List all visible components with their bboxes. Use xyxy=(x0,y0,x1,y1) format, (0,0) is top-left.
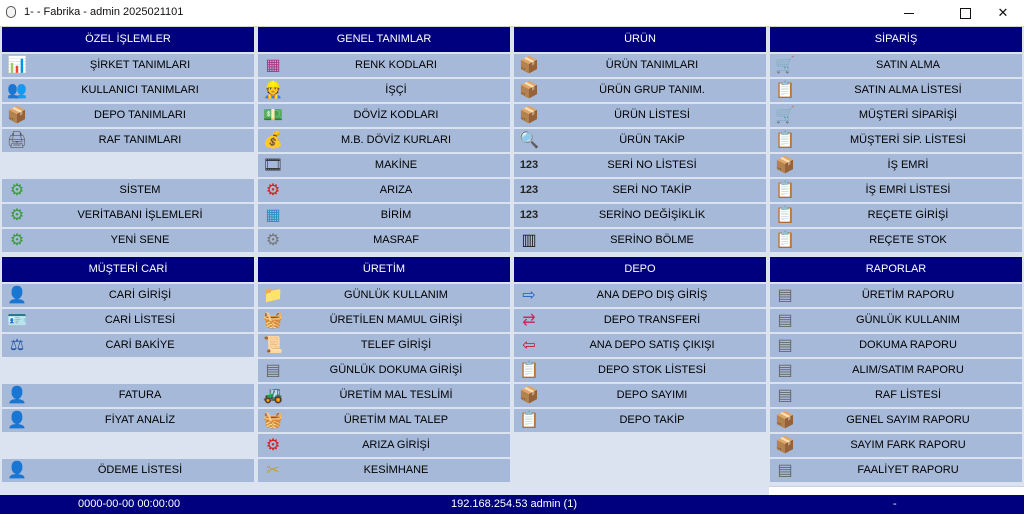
menu-button-musteri-7[interactable] xyxy=(2,459,254,482)
empty-slot xyxy=(514,434,766,457)
product-list-icon: 📦 xyxy=(519,107,539,124)
checklist-icon: 📋 xyxy=(775,207,795,224)
checklist-icon: 📋 xyxy=(775,182,795,199)
building-chart-icon: 📊 xyxy=(7,57,27,74)
menu-button-urun-1[interactable] xyxy=(514,79,766,102)
menu-button-depo-2[interactable] xyxy=(514,334,766,357)
menu-button-label: BİRİM xyxy=(380,209,412,221)
menu-button-label: FATURA xyxy=(118,389,162,401)
menu-button-raporlar-6[interactable] xyxy=(770,434,1022,457)
menu-button-label: ÜRETİLEN MAMUL GİRİŞİ xyxy=(329,314,463,326)
fence-icon: ▤ xyxy=(777,462,793,479)
menu-button-label: ÜRETİM RAPORU xyxy=(861,289,955,301)
menu-button-label: SERİ NO LİSTESİ xyxy=(607,159,697,171)
menu-button-raporlar-3[interactable] xyxy=(770,359,1022,382)
menu-button-genel-0[interactable] xyxy=(258,54,510,77)
menu-button-label: M.B. DÖVİZ KURLARI xyxy=(340,134,452,146)
menu-button-raporlar-4[interactable] xyxy=(770,384,1022,407)
section-header-musteri: MÜŞTERİ CARİ xyxy=(2,257,254,282)
warehouse-box-icon: 📦 xyxy=(7,107,27,124)
menu-button-raporlar-7[interactable] xyxy=(770,459,1022,482)
magnifier-icon: 🔍 xyxy=(519,132,539,149)
menu-button-siparis-1[interactable] xyxy=(770,79,1022,102)
menu-button-raporlar-0[interactable] xyxy=(770,284,1022,307)
menu-button-siparis-7[interactable] xyxy=(770,229,1022,252)
menu-button-siparis-4[interactable] xyxy=(770,154,1022,177)
menu-button-label: İŞ EMRİ xyxy=(887,159,929,171)
id-card-icon: 🪪 xyxy=(7,312,27,329)
app-icon xyxy=(6,6,16,18)
section-raporlar xyxy=(770,257,1022,482)
gear-refresh-icon: ⚙ xyxy=(9,232,25,249)
section-musteri xyxy=(2,257,254,482)
basket-icon: 🧺 xyxy=(263,412,283,429)
fence-icon: ▤ xyxy=(777,362,793,379)
empty-slot xyxy=(514,459,766,482)
coins-icon: 💰 xyxy=(263,132,283,149)
menu-button-urun-2[interactable] xyxy=(514,104,766,127)
menu-button-ozel-2[interactable] xyxy=(2,104,254,127)
worker-icon: 👷 xyxy=(263,82,283,99)
menu-button-ozel-6[interactable] xyxy=(2,204,254,227)
menu-button-urun-3[interactable] xyxy=(514,129,766,152)
menu-button-ozel-3[interactable] xyxy=(2,129,254,152)
person-icon: 👤 xyxy=(7,462,27,479)
menu-button-label: ÜRÜN GRUP TANIM. xyxy=(599,84,705,96)
menu-button-label: REÇETE STOK xyxy=(869,234,947,246)
engine-icon: ⚙ xyxy=(265,437,281,454)
expense-gear-icon: ⚙ xyxy=(265,232,281,249)
film-machine-icon: 🎞 xyxy=(262,157,284,174)
menu-button-label: VERİTABANI İŞLEMLERİ xyxy=(77,209,203,221)
menu-button-siparis-0[interactable] xyxy=(770,54,1022,77)
minimize-icon xyxy=(904,13,914,14)
menu-button-label: GENEL SAYIM RAPORU xyxy=(846,414,970,426)
menu-button-label: FİYAT ANALİZ xyxy=(104,414,176,426)
arrow-left-icon: ⇦ xyxy=(522,337,536,354)
checklist-icon: 📋 xyxy=(775,82,795,99)
section-ozel xyxy=(2,27,254,252)
status-bar xyxy=(0,495,1024,514)
section-header-uretim: ÜRETİM xyxy=(258,257,510,282)
window-titlebar xyxy=(0,0,1024,27)
menu-button-label: ŞİRKET TANIMLARI xyxy=(89,59,191,71)
menu-button-depo-1[interactable] xyxy=(514,309,766,332)
menu-button-label: ARIZA GİRİŞİ xyxy=(362,439,430,451)
menu-button-depo-4[interactable] xyxy=(514,384,766,407)
scissors-icon: ✂ xyxy=(266,462,280,479)
menu-button-musteri-4[interactable] xyxy=(2,384,254,407)
menu-button-label: ÜRETİM MAL TESLİMİ xyxy=(339,389,453,401)
fence-icon: ▤ xyxy=(777,312,793,329)
menu-button-label: DÖVİZ KODLARI xyxy=(353,109,439,121)
basket-add-icon: 🧺 xyxy=(263,312,283,329)
menu-button-ozel-5[interactable] xyxy=(2,179,254,202)
menu-button-urun-0[interactable] xyxy=(514,54,766,77)
menu-button-label: ÜRÜN TAKİP xyxy=(619,134,685,146)
menu-button-label: YENİ SENE xyxy=(110,234,170,246)
section-header-ozel: ÖZEL İŞLEMLER xyxy=(2,27,254,52)
money-icon: 💵 xyxy=(263,107,283,124)
menu-button-genel-2[interactable] xyxy=(258,104,510,127)
menu-button-uretim-1[interactable] xyxy=(258,309,510,332)
boxes-icon: 📦 xyxy=(519,387,539,404)
menu-button-uretim-2[interactable] xyxy=(258,334,510,357)
serial-123-icon: 123 xyxy=(519,209,539,221)
menu-button-urun-4[interactable] xyxy=(514,154,766,177)
menu-button-genel-4[interactable] xyxy=(258,154,510,177)
checklist-icon: 📋 xyxy=(775,232,795,249)
menu-button-uretim-5[interactable] xyxy=(258,409,510,432)
serial-123-icon: 123 xyxy=(519,184,539,196)
menu-button-label: SAYIM FARK RAPORU xyxy=(850,439,966,451)
menu-button-label: SERİNO BÖLME xyxy=(610,234,694,246)
menu-button-genel-1[interactable] xyxy=(258,79,510,102)
menu-button-label: TELEF GİRİŞİ xyxy=(360,339,432,351)
balance-scale-icon: ⚖ xyxy=(9,337,25,354)
menu-button-label: SERİ NO TAKİP xyxy=(612,184,692,196)
menu-button-label: RAF LİSTESİ xyxy=(874,389,942,401)
menu-button-label: ALIM/SATIM RAPORU xyxy=(852,364,964,376)
empty-slot xyxy=(2,154,254,177)
menu-button-label: MASRAF xyxy=(373,234,419,246)
menu-button-uretim-4[interactable] xyxy=(258,384,510,407)
forklift-icon: 🚜 xyxy=(263,387,283,404)
section-header-depo: DEPO xyxy=(514,257,766,282)
section-urun xyxy=(514,27,766,252)
menu-button-label: MAKİNE xyxy=(374,159,418,171)
menu-button-label: RAF TANIMLARI xyxy=(98,134,182,146)
users-icon: 👥 xyxy=(7,82,27,99)
section-siparis xyxy=(770,27,1022,252)
section-genel xyxy=(258,27,510,252)
menu-button-ozel-7[interactable] xyxy=(2,229,254,252)
menu-button-label: FAALİYET RAPORU xyxy=(857,464,959,476)
printer-icon: 🖨 xyxy=(6,132,28,149)
menu-button-label: GÜNLÜK KULLANIM xyxy=(856,314,960,326)
menu-button-musteri-2[interactable] xyxy=(2,334,254,357)
menu-button-urun-6[interactable] xyxy=(514,204,766,227)
menu-button-genel-5[interactable] xyxy=(258,179,510,202)
menu-button-musteri-0[interactable] xyxy=(2,284,254,307)
folder-box-icon: 📁 xyxy=(263,287,283,304)
menu-button-raporlar-5[interactable] xyxy=(770,409,1022,432)
menu-button-label: SATIN ALMA LİSTESİ xyxy=(854,84,962,96)
scroll-icon: 📜 xyxy=(263,337,283,354)
menu-button-label: CARİ GİRİŞİ xyxy=(108,289,172,301)
menu-button-label: KESİMHANE xyxy=(363,464,429,476)
menu-button-depo-3[interactable] xyxy=(514,359,766,382)
menu-button-label: DEPO TRANSFERİ xyxy=(603,314,701,326)
fence-icon: ▤ xyxy=(777,387,793,404)
menu-button-urun-5[interactable] xyxy=(514,179,766,202)
status-datetime: 0000-00-00 00:00:00 xyxy=(78,498,181,510)
menu-button-label: DEPO TANIMLARI xyxy=(94,109,186,121)
person-icon: 👤 xyxy=(7,412,27,429)
menu-button-label: CARİ BAKİYE xyxy=(105,339,175,351)
units-icon: ▦ xyxy=(265,207,281,224)
menu-button-raporlar-2[interactable] xyxy=(770,334,1022,357)
menu-button-siparis-6[interactable] xyxy=(770,204,1022,227)
menu-button-label: ANA DEPO DIŞ GİRİŞ xyxy=(596,289,708,301)
menu-button-uretim-3[interactable] xyxy=(258,359,510,382)
menu-button-musteri-5[interactable] xyxy=(2,409,254,432)
gear-refresh-icon: ⚙ xyxy=(9,207,25,224)
boxes-icon: 📦 xyxy=(775,437,795,454)
menu-button-label: MÜŞTERİ SİP. LİSTESİ xyxy=(850,134,966,146)
barcode-icon: ▥ xyxy=(521,232,537,249)
product-group-icon: 📦 xyxy=(519,82,539,99)
menu-button-label: ÖDEME LİSTESİ xyxy=(97,464,183,476)
menu-button-label: GÜNLÜK DOKUMA GİRİŞİ xyxy=(329,364,463,376)
empty-slot xyxy=(2,434,254,457)
menu-button-label: İŞ EMRİ LİSTESİ xyxy=(865,184,951,196)
section-depo xyxy=(514,257,766,482)
maximize-icon xyxy=(960,8,971,19)
menu-button-genel-3[interactable] xyxy=(258,129,510,152)
checklist-icon: 📋 xyxy=(775,132,795,149)
status-connection: 192.168.254.53 admin (1) xyxy=(451,498,577,510)
minimize-button[interactable] xyxy=(886,0,932,26)
menu-button-label: KULLANICI TANIMLARI xyxy=(81,84,199,96)
section-header-raporlar: RAPORLAR xyxy=(770,257,1022,282)
fence-icon: ▤ xyxy=(777,287,793,304)
serial-123-icon: 123 xyxy=(519,159,539,171)
menu-button-ozel-0[interactable] xyxy=(2,54,254,77)
section-header-siparis: SİPARİŞ xyxy=(770,27,1022,52)
menu-button-label: ÜRÜN TANIMLARI xyxy=(605,59,699,71)
arrow-right-icon: ⇨ xyxy=(522,287,536,304)
menu-button-ozel-1[interactable] xyxy=(2,79,254,102)
hand-truck-icon: 🛒 xyxy=(775,57,795,74)
engine-icon: ⚙ xyxy=(265,182,281,199)
boxes-icon: 📦 xyxy=(775,412,795,429)
menu-button-raporlar-1[interactable] xyxy=(770,309,1022,332)
section-header-urun: ÜRÜN xyxy=(514,27,766,52)
person-icon: 👤 xyxy=(7,287,27,304)
menu-button-uretim-6[interactable] xyxy=(258,434,510,457)
menu-button-label: İŞÇİ xyxy=(385,84,407,96)
menu-button-depo-5[interactable] xyxy=(514,409,766,432)
transfer-arrows-icon: ⇄ xyxy=(522,312,536,329)
menu-button-label: SERİNO DEĞİŞİKLİK xyxy=(598,209,706,221)
checklist-icon: 📋 xyxy=(519,412,539,429)
menu-button-label: ÜRETİM MAL TALEP xyxy=(343,414,449,426)
empty-slot xyxy=(2,359,254,382)
menu-button-label: DEPO STOK LİSTESİ xyxy=(598,364,706,376)
menu-button-label: ÜRÜN LİSTESİ xyxy=(614,109,690,121)
menu-button-label: GÜNLÜK KULLANIM xyxy=(344,289,448,301)
product-box-icon: 📦 xyxy=(519,57,539,74)
menu-button-label: MÜŞTERİ SİPARİŞİ xyxy=(858,109,958,121)
menu-button-label: CARİ LİSTESİ xyxy=(104,314,176,326)
window-title: 1- - Fabrika - admin 2025021101 xyxy=(24,6,184,18)
menu-button-label: RENK KODLARI xyxy=(355,59,437,71)
section-header-genel: GENEL TANIMLAR xyxy=(258,27,510,52)
menu-button-depo-0[interactable] xyxy=(514,284,766,307)
gear-refresh-icon: ⚙ xyxy=(9,182,25,199)
menu-button-label: ARIZA xyxy=(379,184,413,196)
fence-icon: ▤ xyxy=(265,362,281,379)
menu-button-label: SİSTEM xyxy=(119,184,161,196)
menu-button-urun-7[interactable] xyxy=(514,229,766,252)
menu-button-uretim-7[interactable] xyxy=(258,459,510,482)
menu-button-uretim-0[interactable] xyxy=(258,284,510,307)
menu-button-label: DEPO TAKİP xyxy=(619,414,685,426)
section-uretim xyxy=(258,257,510,482)
menu-button-siparis-3[interactable] xyxy=(770,129,1022,152)
close-button[interactable]: ✕ xyxy=(997,5,1009,20)
person-icon: 👤 xyxy=(7,387,27,404)
menu-button-label: SATIN ALMA xyxy=(876,59,940,71)
menu-button-genel-7[interactable] xyxy=(258,229,510,252)
menu-button-label: DOKUMA RAPORU xyxy=(859,339,957,351)
menu-button-label: REÇETE GİRİŞİ xyxy=(867,209,949,221)
menu-button-label: ANA DEPO SATIŞ ÇIKIŞI xyxy=(589,339,715,351)
status-right: - xyxy=(893,498,897,510)
menu-button-genel-6[interactable] xyxy=(258,204,510,227)
cart-add-icon: 🛒 xyxy=(775,107,795,124)
color-palette-icon: ▦ xyxy=(265,57,281,74)
menu-button-musteri-1[interactable] xyxy=(2,309,254,332)
menu-button-label: DEPO SAYIMI xyxy=(616,389,688,401)
fence-icon: ▤ xyxy=(777,337,793,354)
menu-button-siparis-2[interactable] xyxy=(770,104,1022,127)
work-order-icon: 📦 xyxy=(775,157,795,174)
checklist-icon: 📋 xyxy=(519,362,539,379)
menu-button-siparis-5[interactable] xyxy=(770,179,1022,202)
